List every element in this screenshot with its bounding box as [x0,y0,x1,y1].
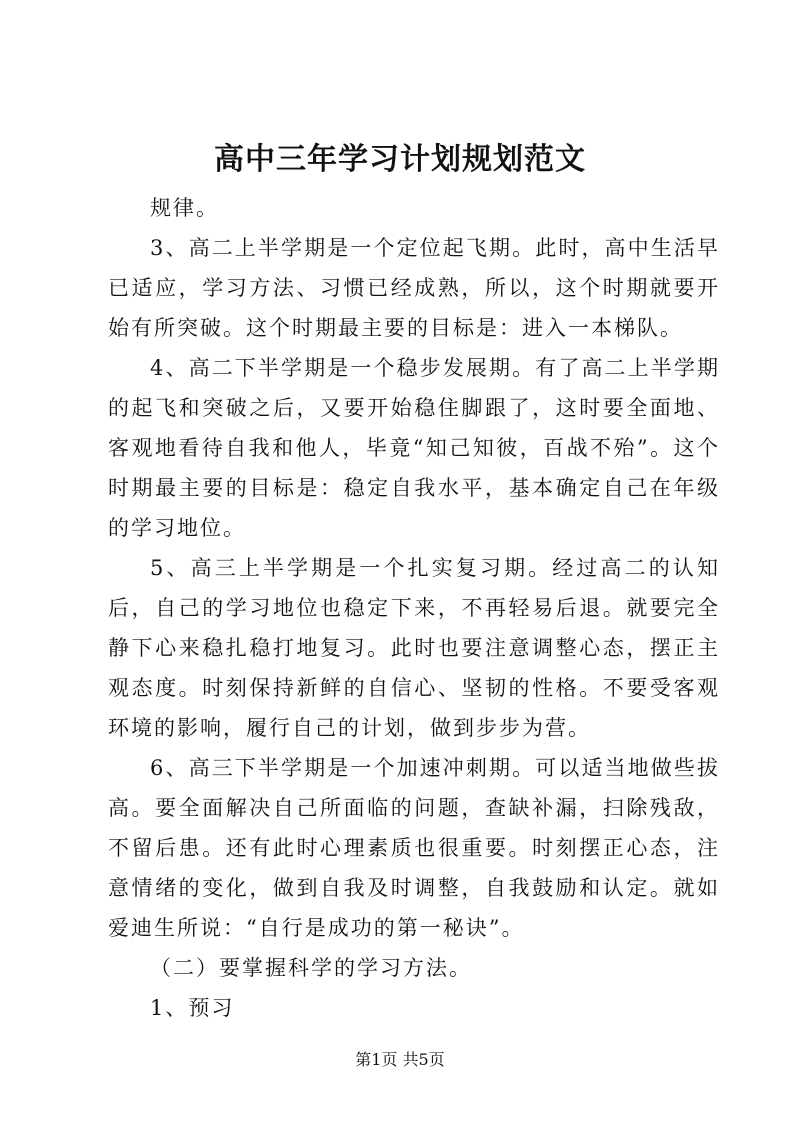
paragraph: 5、高三上半学期是一个扎实复习期。经过高二的认知后，自己的学习地位也稳定下来，不再轻易后退。就要完全静下心来稳扎稳打地复习。此时也要注意调整心态，摆正主观态度。时刻保持新鲜的自信心、坚韧的性格。不要受客观环境的影响，履行自己的计划，做到步步为营。 [108,556,720,740]
paragraph: 4、高二下半学期是一个稳步发展期。有了高二上半学期的起飞和突破之后，又要开始稳住脚跟了，这时要全面地、客观地看待自我和他人，毕竟“知己知彼，百战不殆”。这个时期最主要的目标是：稳定自我水平，基本确定自己在年级的学习地位。 [108,356,720,540]
document-body [108,188,720,1028]
page-footer: 第1页 共5页 [355,1050,445,1069]
subsection-heading: 1、预习 [150,996,235,1020]
paragraph: 规律。 [150,196,219,220]
document-title: 高中三年学习计划规划范文 [214,142,586,177]
paragraph: 3、高二上半学期是一个定位起飞期。此时，高中生活早已适应，学习方法、习惯已经成熟，所以，这个时期就要开始有所突破。这个时期最主要的目标是：进入一本梯队。 [108,236,720,340]
paragraph: 6、高三下半学期是一个加速冲刺期。可以适当地做些拔高。要全面解决自己所面临的问题，查缺补漏，扫除残敌，不留后患。还有此时心理素质也很重要。时刻摆正心态，注意情绪的变化，做到自我及时调整，自我鼓励和认定。就如爱迪生所说：“自行是成功的第一秘诀”。 [108,756,720,940]
section-heading: （二）要掌握科学的学习方法。 [150,956,472,980]
